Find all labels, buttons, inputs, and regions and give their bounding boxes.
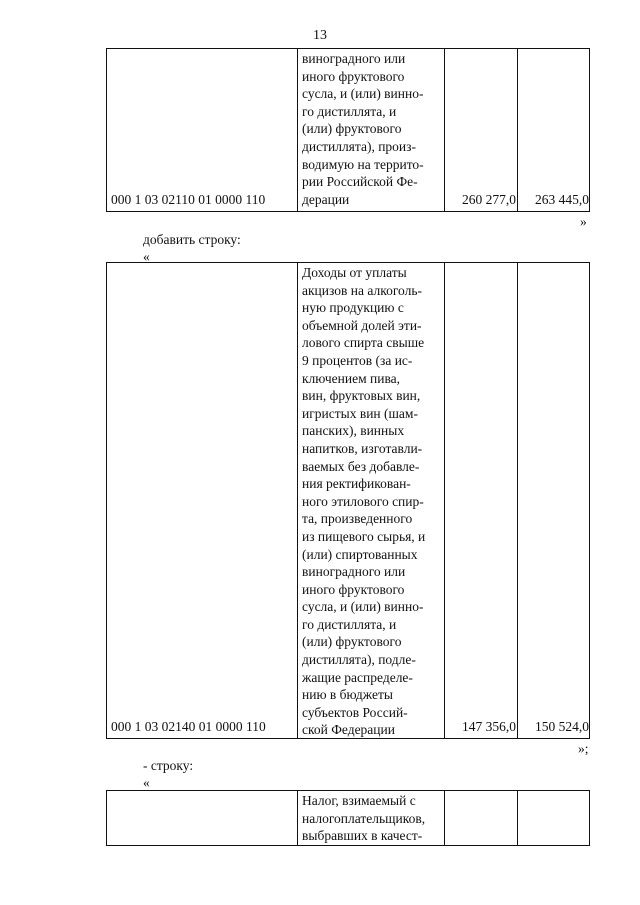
description-line: ключением пива,	[302, 370, 401, 386]
description-line: дистиллята), произ-	[302, 138, 416, 154]
description-line: 9 процентов (за ис-	[302, 352, 413, 368]
description-line: го дистиллята, и	[302, 103, 397, 119]
description-line: виноградного или	[302, 51, 406, 66]
column-divider	[297, 49, 298, 211]
table-added-row	[106, 262, 590, 739]
opening-quote: «	[143, 775, 150, 790]
description-line: субъектов Россий-	[302, 704, 408, 720]
description-line: жащие распределе-	[302, 669, 413, 685]
budget-code: 000 1 03 02140 01 0000 110	[111, 719, 266, 734]
instruction-row: - строку:	[143, 758, 194, 773]
row-description	[302, 50, 444, 208]
description-line: сусла, и (или) винно-	[302, 86, 424, 102]
column-divider	[517, 263, 518, 738]
description-line: объемной долей эти-	[302, 317, 422, 333]
instruction-add-row: добавить строку:	[143, 232, 241, 247]
description-line: водимую на террито-	[302, 156, 424, 172]
description-line: иного фруктового	[302, 581, 405, 597]
row-description	[302, 264, 444, 739]
column-divider	[517, 49, 518, 211]
description-line: ного этилового спир-	[302, 493, 424, 509]
column-divider	[444, 49, 445, 211]
description-line: (или) спиртованных	[302, 546, 418, 562]
closing-quote: »	[580, 214, 587, 229]
description-line: виноградного или	[302, 564, 406, 580]
amount-year-1: 260 277,0	[462, 192, 516, 207]
description-line: ской Федерации	[302, 722, 395, 738]
amount-year-1: 147 356,0	[462, 719, 516, 734]
description-line: (или) фруктового	[302, 634, 402, 650]
column-divider	[444, 791, 445, 845]
description-line: лового спирта свыше	[302, 335, 425, 351]
description-line: иного фруктового	[302, 68, 405, 84]
description-line: нию в бюджеты	[302, 687, 393, 703]
description-line: из пищевого сырья, и	[302, 528, 426, 544]
description-line: дерации	[302, 191, 350, 207]
description-line: ную продукцию с	[302, 300, 404, 316]
page-number: 13	[313, 28, 327, 43]
description-line: выбравших в качест-	[302, 828, 423, 844]
description-line: ния ректификован-	[302, 476, 411, 492]
amount-year-2: 263 445,0	[535, 192, 589, 207]
description-line: го дистиллята, и	[302, 616, 397, 632]
description-line: Доходы от уплаты	[302, 265, 407, 280]
amount-year-2: 150 524,0	[535, 719, 589, 734]
column-divider	[517, 791, 518, 845]
description-line: акцизов на алкоголь-	[302, 282, 422, 298]
closing-quote: »;	[578, 741, 589, 756]
description-line: панских), винных	[302, 423, 405, 439]
opening-quote: «	[143, 249, 150, 264]
description-line: та, произведенного	[302, 511, 413, 527]
description-line: Налог, взимаемый с	[302, 793, 416, 808]
column-divider	[444, 263, 445, 738]
row-description	[302, 792, 444, 845]
description-line: игристых вин (шам-	[302, 405, 418, 421]
table-continuation	[106, 48, 590, 212]
description-line: ваемых без добавле-	[302, 458, 420, 474]
table-next-row	[106, 790, 590, 846]
description-line: сусла, и (или) винно-	[302, 599, 424, 615]
column-divider	[297, 263, 298, 738]
description-line: напитков, изготавли-	[302, 440, 423, 456]
description-line: вин, фруктовых вин,	[302, 388, 421, 404]
column-divider	[297, 791, 298, 845]
description-line: (или) фруктового	[302, 121, 402, 137]
budget-code: 000 1 03 02110 01 0000 110	[111, 192, 266, 207]
description-line: рии Российской Фе-	[302, 174, 418, 190]
description-line: налогоплательщиков,	[302, 810, 426, 826]
description-line: дистиллята), подле-	[302, 652, 416, 668]
